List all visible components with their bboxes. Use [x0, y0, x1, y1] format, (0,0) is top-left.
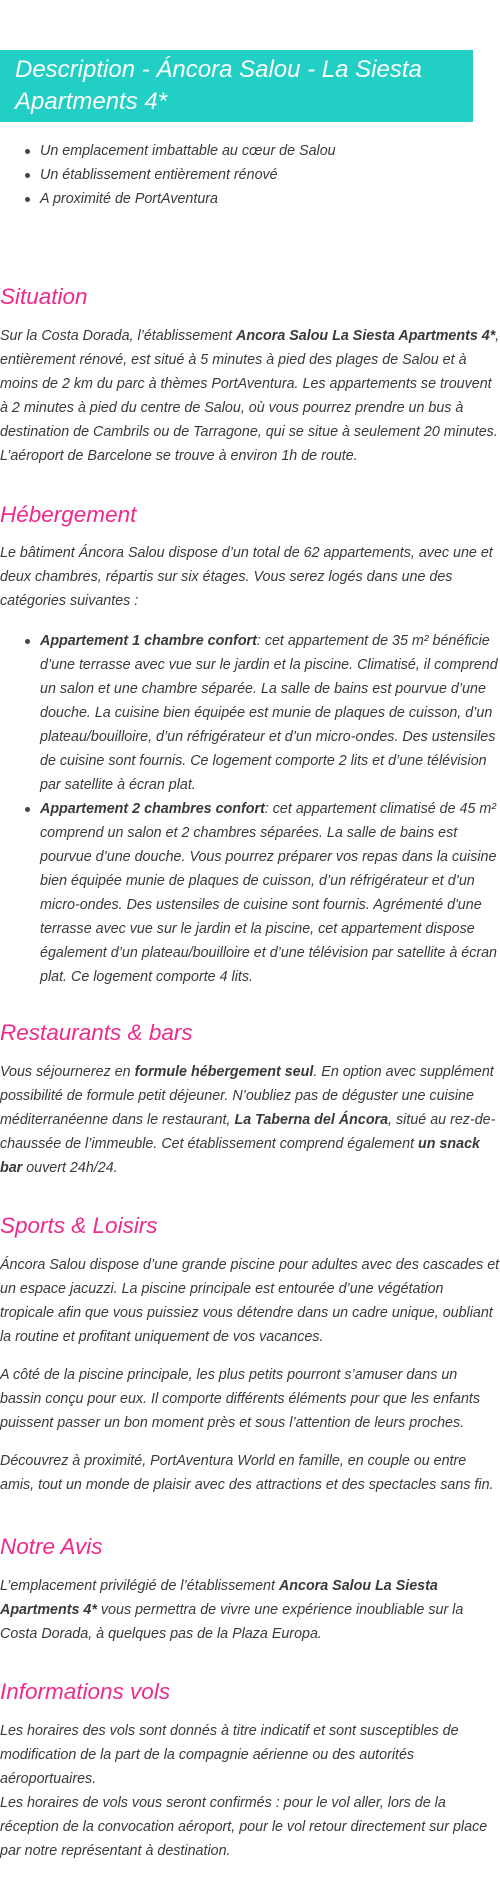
section-heading-situation: Situation	[0, 284, 88, 309]
room-types-list	[0, 629, 500, 989]
section-heading-avis: Notre Avis	[0, 1534, 103, 1559]
vols-section	[0, 1677, 500, 1863]
avis-text: L’emplacement privilégié de l’établissement Ancora Salou La Siesta Apartments 4* vous permettra de vivre une expérience inoubliable sur la Costa Dorada, à quelques pas de la Plaza Europa.	[0, 1578, 464, 1642]
highlights-list	[0, 122, 500, 211]
section-heading-vols: Informations vols	[0, 1679, 171, 1704]
page-title: Description - Áncora Salou - La Siesta Apartments 4*	[0, 50, 473, 122]
avis-section	[0, 1532, 500, 1646]
vols-text-2: Les horaires de vols vous seront confirmés : pour le vol aller, lors de la réception de la convocation aéroport, pour le vol retour directement sur place par notre représentant à destination.	[0, 1795, 488, 1859]
restaurants-section	[0, 1018, 500, 1180]
page	[0, 50, 500, 1859]
sports-text-1: Áncora Salou dispose d’une grande piscine pour adultes avec des cascades et un espace jacuzzi. La piscine principale est entourée d’une végétation tropicale afin que vous puissiez vous détendre dans un cadre unique, oubliant la routine et profitant uniquement de vos vacances.	[0, 1257, 500, 1345]
list-item: Appartement 1 chambre confort: cet appartement de 35 m² bénéficie d’une terrasse avec vue sur le jardin et la piscine. Climatisé, il comprend un salon et une chambre séparée. La salle de bains est pourvue d’une douche. La cuisine bien équipée est munie de plaques de cuisson, d’un plateau/bouilloire, d’un réfrigérateur et d’un micro-ondes. Des ustensiles de cuisine sont fournis. Ce logement comporte 2 lits et d’une télévision par satellite à écran plat.	[25, 629, 500, 797]
sports-text-2: A côté de la piscine principale, les plus petits pourront s’amuser dans un bassin conçu pour eux. Il comporte différents éléments pour que les enfants puissent passer un bon moment près et sous l’attention de leurs proches.	[0, 1367, 481, 1431]
hebergement-section	[0, 500, 500, 989]
sports-section	[0, 1211, 500, 1497]
section-heading-hebergement: Hébergement	[0, 502, 137, 527]
situation-section	[0, 282, 500, 468]
list-item: Un établissement entièrement rénové	[25, 163, 500, 187]
hebergement-intro: Le bâtiment Áncora Salou dispose d’un total de 62 appartements, avec une et deux chambres, répartis sur six étages. Vous serez logés dans une des catégories suivantes :	[0, 545, 493, 609]
restaurants-text: Vous séjournerez en formule hébergement seul. En option avec supplément possibilité de formule petit déjeuner. N’oubliez pas de déguster une cuisine méditerranéenne dans le restaurant, La Taberna del Áncora, situé au rez-de-chaussée de l’immeuble. Cet établissement comprend également un snack bar ouvert 24h/24.	[0, 1064, 496, 1176]
situation-text: Sur la Costa Dorada, l’établissement Ancora Salou La Siesta Apartments 4*, entièrement rénové, est situé à 5 minutes à pied des plages de Salou et à moins de 2 km du parc à thèmes PortAventura. Les appartements se trouvent à 2 minutes à pied du centre de Salou, où vous pourrez prendre un bus à destination de Cambrils ou de Tarragone, qui se situe à seulement 20 minutes. L’aéroport de Barcelone se trouve à environ 1h de route.	[0, 328, 500, 464]
vols-text-1: Les horaires des vols sont donnés à titre indicatif et sont susceptibles de modification de la part de la compagnie aérienne ou des autorités aéroportuaires.	[0, 1723, 459, 1787]
list-item: Un emplacement imbattable au cœur de Salou	[25, 139, 500, 163]
list-item: A proximité de PortAventura	[25, 187, 500, 211]
list-item: Appartement 2 chambres confort: cet appartement climatisé de 45 m² comprend un salon et 2 chambres séparées. La salle de bains est pourvue d’une douche. Vous pourrez préparer vos repas dans la cuisine bien équipée munie de plaques de cuisson, d’un réfrigérateur et d’un micro-ondes. Des ustensiles de cuisine sont fournis. Agrémenté d'une terrasse avec vue sur le jardin et la piscine, cet appartement dispose également d’un plateau/bouilloire et d’une télévision par satellite à écran plat. Ce logement comporte 4 lits.	[25, 797, 500, 989]
section-heading-restaurants: Restaurants & bars	[0, 1020, 193, 1045]
section-heading-sports: Sports & Loisirs	[0, 1213, 158, 1238]
sports-text-3: Découvrez à proximité, PortAventura World en famille, en couple ou entre amis, tout un monde de plaisir avec des attractions et des spectacles sans fin.	[0, 1453, 494, 1493]
